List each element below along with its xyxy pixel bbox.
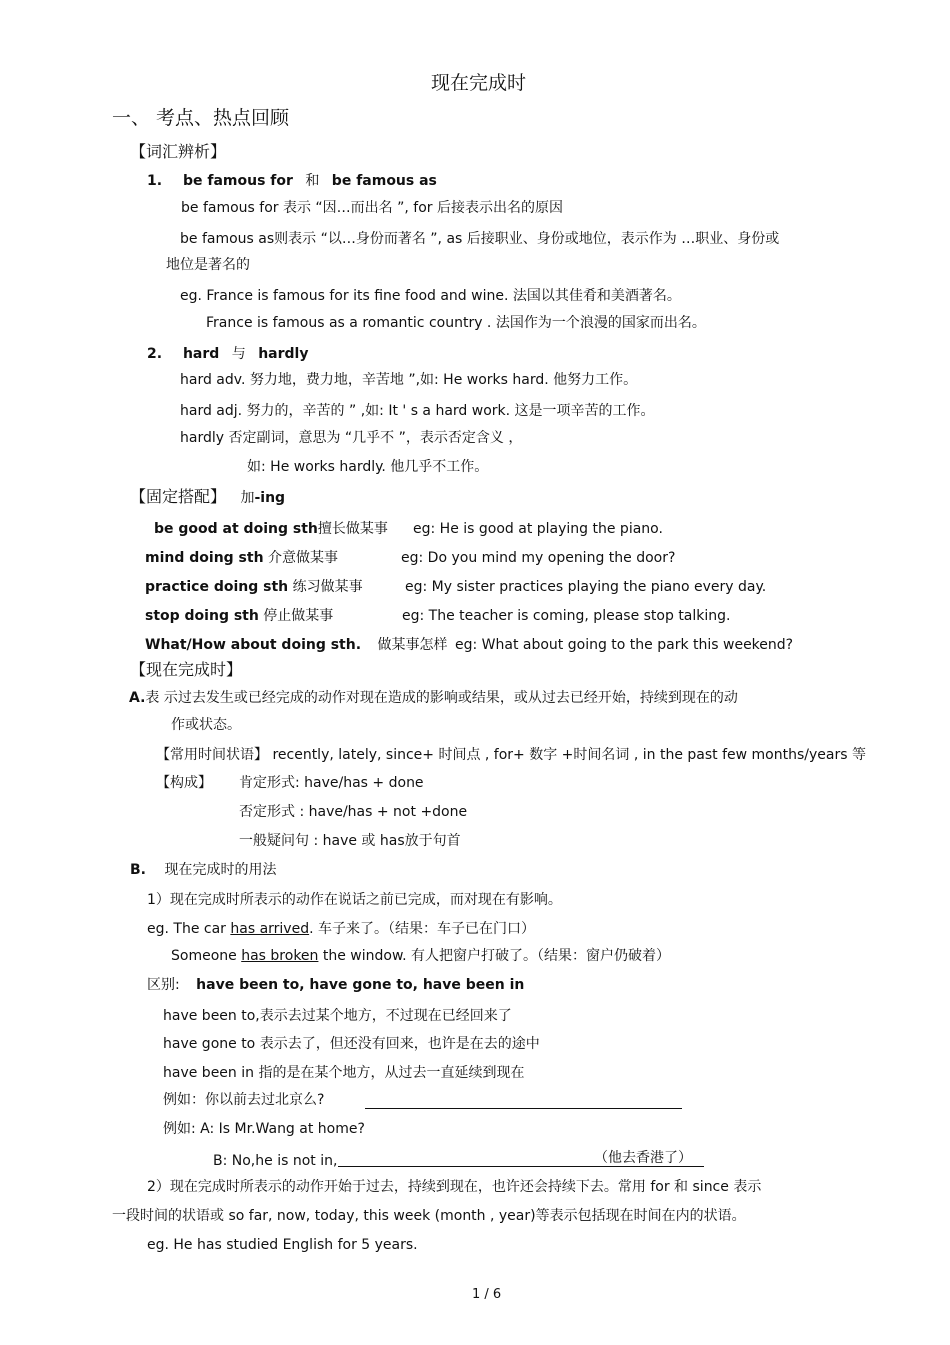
example-text: eg. The car xyxy=(147,921,231,937)
fixed-row xyxy=(154,521,388,538)
example-text: . 车子来了。（结果：车子已在门口） xyxy=(309,921,535,937)
usage-1: 1）现在完成时所表示的动作在说话之前已完成，而对现在有影响。 xyxy=(147,892,562,908)
difference-terms: have been to, have gone to, have been in xyxy=(196,977,525,993)
fixed-heading-suffix: 加 xyxy=(240,490,255,506)
form-positive: 肯定形式: have/has + done xyxy=(239,775,424,791)
meaning: 停止做某事 xyxy=(263,608,334,624)
definition-a-text: 表 示过去发生或已经完成的动作对现在造成的影响或结果，或从过去已经开始，持续到现在的动 xyxy=(145,690,738,706)
underlined-verb: has broken xyxy=(241,948,319,964)
definition-a xyxy=(129,690,738,707)
conjunction: 和 xyxy=(305,173,320,189)
vocab-item-1-example-1: eg. France is famous for its fine food and wine. 法国以其佳肴和美酒著名。 xyxy=(180,288,681,304)
vocab-item-1-line-1: be famous for 表示 “因…而出名 ”, for 后接表示出名的原因 xyxy=(181,200,563,216)
fixed-row xyxy=(145,579,363,596)
phrase: practice doing sth xyxy=(145,579,289,595)
answer-hint: （他去香港了） xyxy=(594,1150,692,1166)
vocab-item-2-line-1: hard adv. 努力地，费力地，辛苦地 ”,如: He works hard. 他努力工作。 xyxy=(180,372,638,388)
difference-label: 区别: xyxy=(147,977,180,993)
meaning: 做某事怎样 xyxy=(377,637,448,653)
term-b: be famous as xyxy=(331,173,437,189)
fixed-row xyxy=(145,637,448,654)
fixed-row-example: eg: What about going to the park this weekend? xyxy=(455,637,794,653)
phrase: stop doing sth xyxy=(145,608,259,624)
fixed-row-example: eg: Do you mind my opening the door? xyxy=(401,550,676,566)
time-adverbials: 【常用时间状语】 recently, lately, since+ 时间点 , for+ 数字 +时间名词 , in the past few months/years 等 xyxy=(156,747,866,763)
label-a: A. xyxy=(129,690,146,706)
fixed-row xyxy=(145,608,333,625)
answer-blank-1[interactable] xyxy=(365,1092,682,1109)
difference-2: have gone to 表示去了，但还没有回来，也许是在去的途中 xyxy=(163,1036,540,1052)
vocab-item-1-example-2: France is famous as a romantic country . 法国作为一个浪漫的国家而出名。 xyxy=(206,315,706,331)
example-window xyxy=(171,948,670,965)
vocab-item-1-line-3: 地位是著名的 xyxy=(166,257,250,273)
example-car xyxy=(147,921,535,938)
phrase: mind doing sth xyxy=(145,550,264,566)
meaning: 擅长做某事 xyxy=(317,521,388,537)
exercise-2: 例如: A: Is Mr.Wang at home? xyxy=(163,1121,365,1137)
usage-2-continued: 一段时间的状语或 so far, now, today, this week (month , year)等表示包括现在时间在内的状语。 xyxy=(112,1208,746,1224)
term-a: hard xyxy=(182,346,220,362)
fixed-row-example: eg: The teacher is coming, please stop talking. xyxy=(402,608,731,624)
exercise-1-text: 例如：你以前去过北京么? xyxy=(163,1092,325,1108)
form-negative: 否定形式 : have/has + not +done xyxy=(239,804,468,820)
term-a: be famous for xyxy=(182,173,293,189)
phrase: What/How about doing sth. xyxy=(145,637,362,653)
vocab-item-2-line-4: 如: He works hardly. 他几乎不工作。 xyxy=(247,459,489,475)
meaning: 介意做某事 xyxy=(268,550,338,566)
page-number: 1 / 6 xyxy=(472,1287,502,1302)
fixed-row xyxy=(145,550,338,567)
page-title: 现在完成时 xyxy=(431,72,527,94)
label-b: B. xyxy=(130,862,146,878)
vocab-item-1-line-2: be famous as则表示 “以…身份而著名 ”, as 后接职业、身份或地位，表示作为 …职业、身份或 xyxy=(180,231,780,247)
usage-heading-text: 现在完成时的用法 xyxy=(164,862,277,878)
form-label: 【构成】 xyxy=(156,775,212,791)
fixed-heading-ing: -ing xyxy=(254,490,286,506)
fixed-row-example: eg: My sister practices playing the piano every day. xyxy=(405,579,767,595)
difference-3: have been in 指的是在某个地方，从过去一直延续到现在 xyxy=(163,1065,525,1081)
item-number: 2. xyxy=(147,346,163,362)
fixed-heading xyxy=(130,487,285,507)
exercise-1 xyxy=(163,1092,324,1109)
item-number: 1. xyxy=(147,173,163,189)
vocab-item-2-title xyxy=(147,346,308,363)
vocab-item-1-title xyxy=(147,173,437,190)
exercise-2-reply: B: No,he is not in, xyxy=(213,1153,338,1169)
meaning: 练习做某事 xyxy=(292,579,363,595)
underlined-verb: has arrived xyxy=(230,921,310,937)
example-text: the window. 有人把窗户打破了。（结果：窗户仍破着） xyxy=(318,948,671,964)
answer-blank-2[interactable] xyxy=(338,1150,704,1167)
difference-heading xyxy=(147,977,524,994)
vocab-heading: 【词汇辨析】 xyxy=(130,142,227,161)
usage-heading-b xyxy=(130,862,276,879)
example-studied: eg. He has studied English for 5 years. xyxy=(147,1237,418,1253)
form-question: 一般疑问句 : have 或 has放于句首 xyxy=(239,833,461,849)
present-perfect-heading: 【现在完成时】 xyxy=(130,660,243,679)
vocab-item-2-line-2: hard adj. 努力的，辛苦的 ” ,如: It ' s a hard work. 这是一项辛苦的工作。 xyxy=(180,403,655,419)
section-heading: 一、 考点、热点回顾 xyxy=(112,107,290,129)
fixed-heading-label: 【固定搭配】 xyxy=(130,487,227,506)
conjunction: 与 xyxy=(231,346,246,362)
vocab-item-2-line-3: hardly 否定副词，意思为 “几乎不 ”，表示否定含义 ， xyxy=(180,430,523,446)
usage-2: 2）现在完成时所表示的动作开始于过去，持续到现在，也许还会持续下去。常用 for 和 since 表示 xyxy=(147,1179,762,1195)
fixed-row-example: eg: He is good at playing the piano. xyxy=(413,521,663,537)
phrase: be good at doing sth xyxy=(154,521,318,537)
definition-a-continued: 作或状态。 xyxy=(171,717,241,733)
term-b: hardly xyxy=(258,346,309,362)
difference-1: have been to,表示去过某个地方，不过现在已经回来了 xyxy=(163,1008,512,1024)
example-text: Someone xyxy=(171,948,242,964)
